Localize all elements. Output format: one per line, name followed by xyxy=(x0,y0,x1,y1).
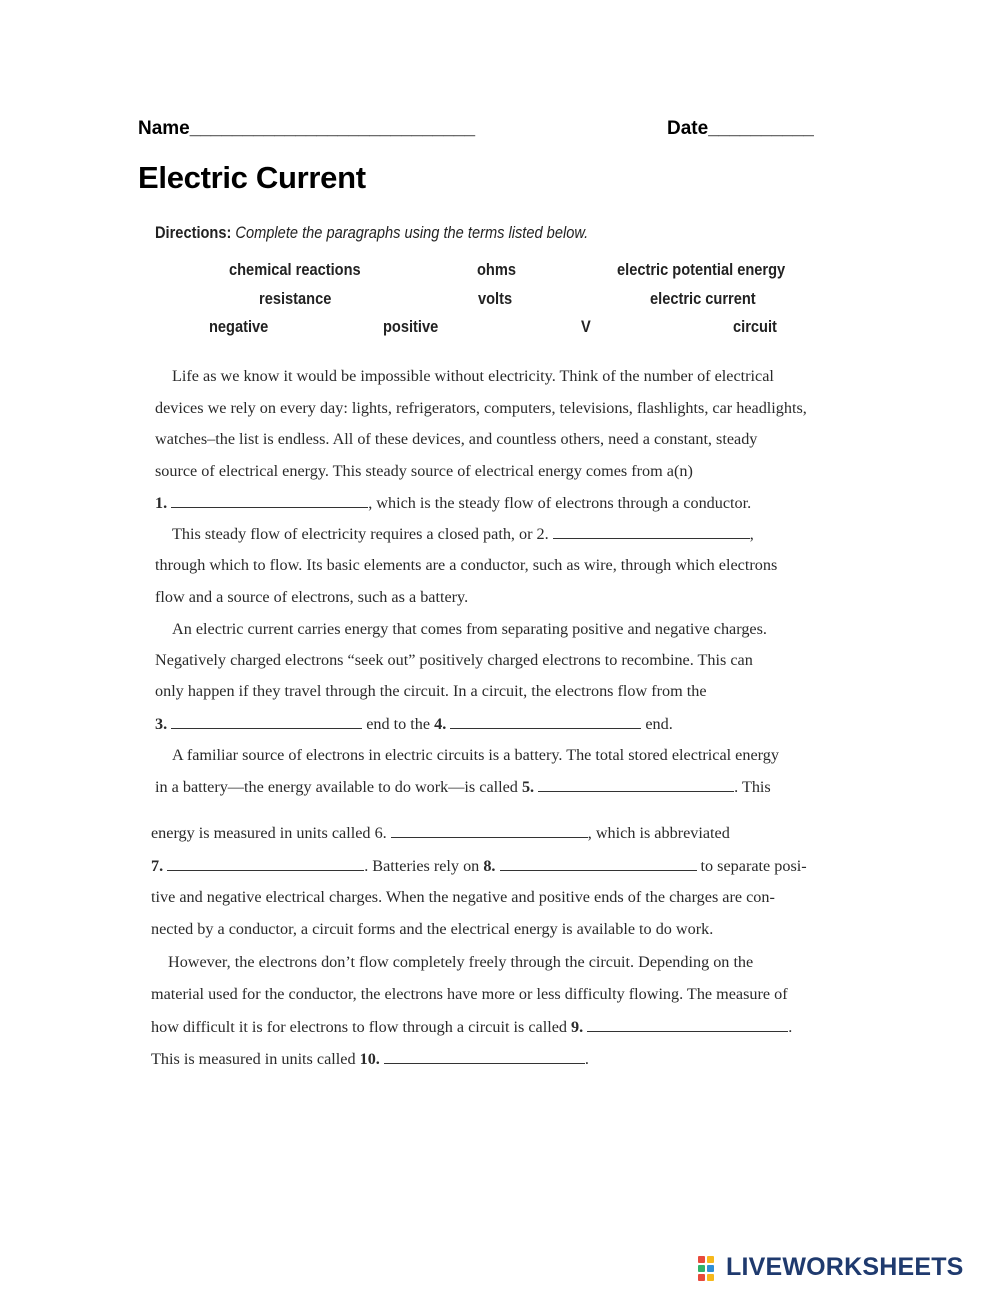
name-field xyxy=(138,118,475,140)
passage-line: Life as we know it would be impossible without electricity. Think of the number of electrical xyxy=(172,367,774,385)
page-title: Electric Current xyxy=(138,160,366,195)
blank-number-5: 5. xyxy=(521,778,535,796)
passage-line xyxy=(155,714,673,734)
answer-blank-4[interactable] xyxy=(450,714,641,729)
word-bank-term: electric current xyxy=(650,289,756,308)
word-bank-term: circuit xyxy=(733,317,777,336)
directions xyxy=(155,223,588,243)
blank-number-1: 1. xyxy=(155,494,168,512)
word-bank-term: negative xyxy=(209,317,269,336)
passage-line: watches–the list is endless. All of these devices, and countless others, need a constant, steady xyxy=(155,430,758,448)
date-field xyxy=(667,118,814,140)
passage-line xyxy=(151,856,807,876)
answer-blank-1[interactable] xyxy=(171,493,368,508)
answer-blank-9[interactable] xyxy=(587,1017,788,1032)
passage-text: end to the xyxy=(366,715,431,733)
passage-text: This steady flow of electricity requires a closed path, or 2. xyxy=(172,525,549,543)
word-bank-term: volts xyxy=(478,289,513,308)
passage-line: tive and negative electrical charges. When the negative and positive ends of the charges are con- xyxy=(151,888,775,906)
passage-line xyxy=(172,524,754,544)
answer-blank-5[interactable] xyxy=(538,777,734,792)
passage-line xyxy=(155,777,771,797)
word-bank-term: resistance xyxy=(259,289,332,308)
passage-text: end. xyxy=(645,715,673,733)
passage-line xyxy=(151,1017,792,1037)
blank-number-10: 10. xyxy=(359,1050,380,1068)
answer-blank-10[interactable] xyxy=(384,1049,585,1064)
passage-line: Negatively charged electrons “seek out” positively charged electrons to recombine. This can xyxy=(155,651,753,669)
answer-blank-7[interactable] xyxy=(167,856,364,871)
word-bank-term: ohms xyxy=(477,260,516,279)
passage-text: energy is measured in units called 6. xyxy=(151,824,387,842)
passage-text: . xyxy=(584,1050,589,1068)
name-label: Name xyxy=(138,118,190,139)
name-blank[interactable]: ___________________________ xyxy=(189,118,476,139)
passage-line: source of electrical energy. This steady source of electrical energy comes from a(n) xyxy=(155,462,693,480)
passage-text: how difficult it is for electrons to flow through a circuit is called xyxy=(151,1018,567,1036)
word-bank-term: chemical reactions xyxy=(229,260,361,279)
passage-line xyxy=(155,493,751,513)
blank-number-7: 7. xyxy=(151,857,164,875)
passage-text: in a battery—the energy available to do work—is called xyxy=(155,778,518,796)
passage-line: nected by a conductor, a circuit forms and the electrical energy is available to do work. xyxy=(151,920,714,938)
word-bank-term: electric potential energy xyxy=(617,260,786,279)
passage-text: . xyxy=(788,1018,793,1036)
answer-blank-3[interactable] xyxy=(171,714,362,729)
passage-line xyxy=(151,823,730,843)
answer-blank-2[interactable] xyxy=(553,524,750,539)
passage-text: This is measured in units called xyxy=(151,1050,356,1068)
blank-number-8: 8. xyxy=(483,857,496,875)
passage-text: , xyxy=(749,525,754,543)
passage-line: flow and a source of electrons, such as a battery. xyxy=(155,588,469,606)
blank-number-9: 9. xyxy=(571,1018,584,1036)
passage-text: to separate posi- xyxy=(700,857,807,875)
word-bank-term: V xyxy=(581,317,591,336)
blank-number-3: 3. xyxy=(155,715,168,733)
passage-line: A familiar source of electrons in electric circuits is a battery. The total stored electrical energy xyxy=(172,746,779,764)
passage-line: through which to flow. Its basic elements are a conductor, such as wire, through which electrons xyxy=(155,556,778,574)
date-blank[interactable]: __________ xyxy=(708,118,814,139)
liveworksheets-logo-icon xyxy=(698,1256,724,1282)
passage-line: However, the electrons don’t flow completely freely through the circuit. Depending on the xyxy=(168,953,754,971)
passage-line: only happen if they travel through the circuit. In a circuit, the electrons flow from the xyxy=(155,682,707,700)
passage-text: . Batteries rely on xyxy=(364,857,480,875)
brand-logo-text: LIVEWORKSHEETS xyxy=(726,1253,964,1281)
passage-line xyxy=(151,1049,589,1069)
blank-number-4: 4. xyxy=(434,715,447,733)
passage-line: An electric current carries energy that comes from separating positive and negative charges. xyxy=(172,620,767,638)
directions-label: Directions: xyxy=(155,223,232,242)
answer-blank-6[interactable] xyxy=(391,823,588,838)
passage-text: , which is abbreviated xyxy=(587,824,730,842)
date-label: Date xyxy=(667,118,709,139)
answer-blank-8[interactable] xyxy=(500,856,697,871)
word-bank-term: positive xyxy=(383,317,439,336)
directions-text: Complete the paragraphs using the terms listed below. xyxy=(235,223,589,242)
passage-line: material used for the conductor, the electrons have more or less difficulty flowing. The measure of xyxy=(151,985,788,1003)
passage-text: , which is the steady flow of electrons through a conductor. xyxy=(368,494,752,512)
passage-line: devices we rely on every day: lights, refrigerators, computers, televisions, flashlights, car headlights, xyxy=(155,399,807,417)
passage-text: . This xyxy=(734,778,771,796)
